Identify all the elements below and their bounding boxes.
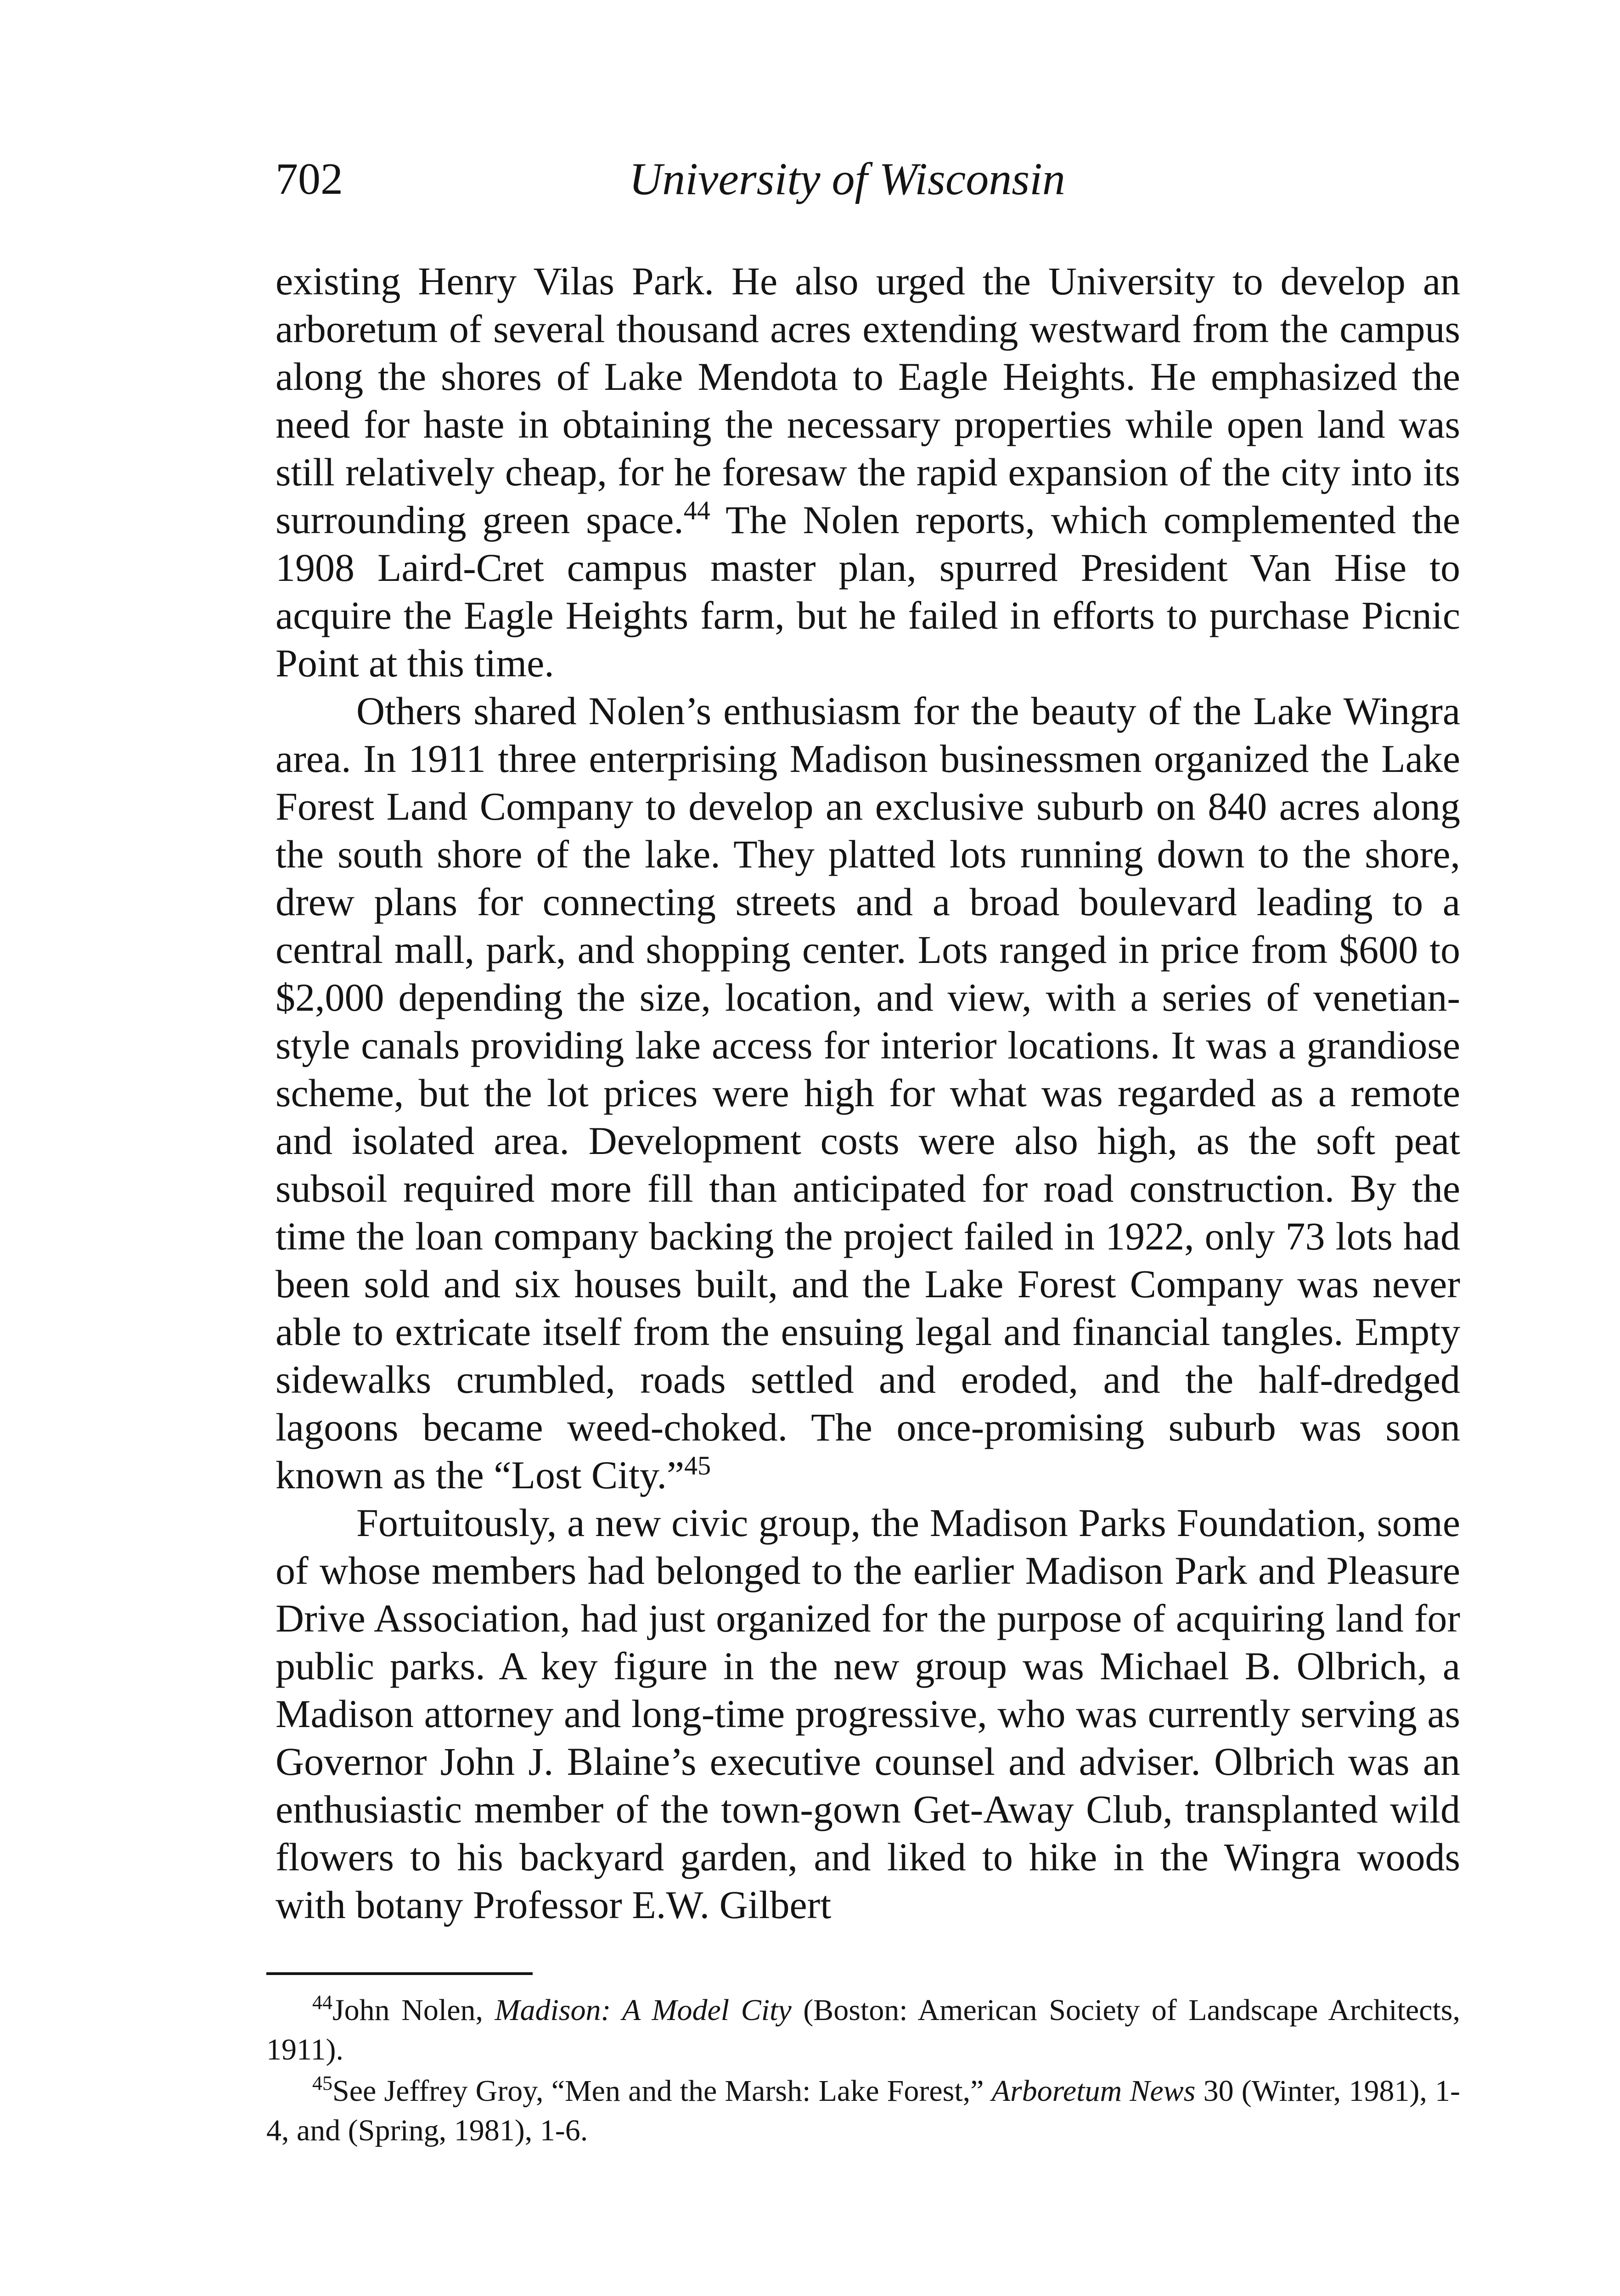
body-text	[276, 257, 1460, 1929]
footnote-text: 30 (Winter, 1981), 1-4, and (Spring, 1981), 1-6.	[266, 2074, 1460, 2147]
running-title: University of Wisconsin	[629, 153, 1065, 204]
footnote-text: See Jeffrey Groy, “Men and the Marsh: Lake Forest,”	[332, 2074, 992, 2108]
footnote-text: (Boston: American Society of Landscape Architects, 1911).	[266, 1993, 1460, 2066]
paragraph-1	[276, 257, 1460, 687]
paragraph-3	[276, 1499, 1460, 1929]
footnote-44	[266, 1991, 1460, 2070]
paragraph-text: existing Henry Vilas Park. He also urged the University to develop an arboretum of several thousand acres extending westward from the campus along the shores of Lake Mendota to Eagle Heights. He emphasized the need for haste in obtaining the necessary properties while open land was still relatively cheap, for he foresaw the rapid expansion of the city into its surrounding green space.	[276, 259, 1460, 542]
footnote-divider	[266, 1972, 533, 1975]
footnote-reference-44: 44	[683, 495, 710, 525]
paragraph-2	[276, 687, 1460, 1499]
footnote-number: 44	[312, 1991, 332, 2014]
page-number: 702	[276, 154, 343, 204]
footnote-citation-title: Madison: A Model City	[495, 1993, 792, 2027]
paragraph-text: The Nolen reports, which complemented the 1908 Laird-Cret campus master plan, spurred President Van Hise to acquire the Eagle Heights farm, but he failed in efforts to purchase Picnic Point at this time.	[276, 498, 1460, 685]
footnote-number: 45	[312, 2072, 332, 2094]
paragraph-text: Fortuitously, a new civic group, the Madison Parks Foundation, some of whose members had belonged to the earlier Madison Park and Pleasure Drive Association, had just organized for the purpose of acquiring land for public parks. A key figure in the new group was Michael B. Olbrich, a Madison attorney and long-time progressive, who was currently serving as Governor John J. Blaine’s executive counsel and adviser. Olbrich was an enthusiastic member of the town-gown Get-Away Club, transplanted wild flowers to his backyard garden, and liked to hike in the Wingra woods with botany Professor E.W. Gilbert	[276, 1501, 1460, 1927]
footnote-text: John Nolen,	[332, 1993, 495, 2027]
footnotes	[266, 1991, 1460, 2150]
footnote-reference-45: 45	[684, 1451, 711, 1480]
footnote-citation-title: Arboretum News	[991, 2074, 1196, 2108]
paragraph-text: Others shared Nolen’s enthusiasm for the beauty of the Lake Wingra area. In 1911 three enterprising Madison businessmen organized the Lake Forest Land Company to develop an exclusive suburb on 840 acres along the south shore of the lake. They platted lots running down to the shore, drew plans for connecting streets and a broad boulevard leading to a central mall, park, and shopping center. Lots ranged in price from $600 to $2,000 depending the size, location, and view, with a series of venetian-style canals providing lake access for interior locations. It was a grandiose scheme, but the lot prices were high for what was regarded as a remote and isolated area. Development costs were also high, as the soft peat subsoil required more fill than anticipated for road construction. By the time the loan company backing the project failed in 1922, only 73 lots had been sold and six houses built, and the Lake Forest Company was never able to extricate itself from the ensuing legal and financial tangles. Empty sidewalks crumbled, roads settled and eroded, and the half-dredged lagoons became weed-choked. The once-promising suburb was soon known as the “Lost City.”	[276, 689, 1460, 1497]
footnote-45	[266, 2071, 1460, 2150]
page-header	[0, 152, 1620, 207]
